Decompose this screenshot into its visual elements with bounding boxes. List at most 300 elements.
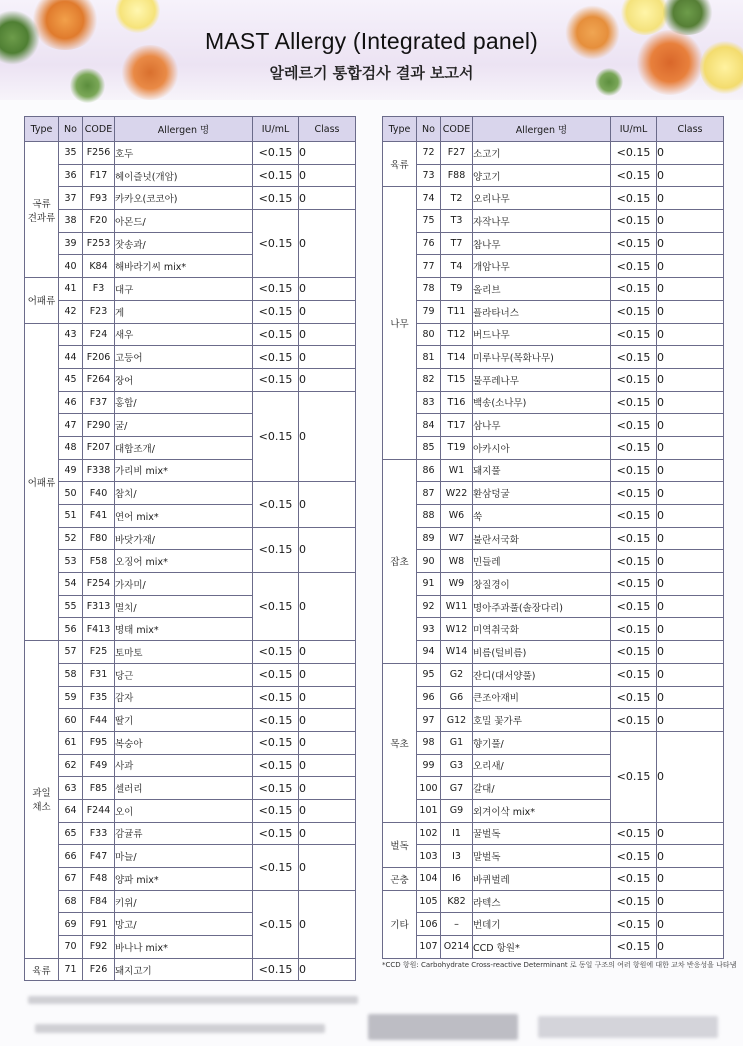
table-row xyxy=(383,164,724,187)
table-row xyxy=(383,709,724,732)
allergen-name-cell: 양파 mix* xyxy=(115,868,253,891)
no-cell: 70 xyxy=(59,936,83,959)
allergen-name-cell: 굴/ xyxy=(115,414,253,437)
iu-value-cell: <0.15 xyxy=(253,482,299,527)
code-cell: W22 xyxy=(441,482,473,505)
table-row xyxy=(383,210,724,233)
class-value-cell: 0 xyxy=(657,550,724,573)
no-cell: 84 xyxy=(417,414,441,437)
iu-value-cell: <0.15 xyxy=(253,323,299,346)
allergen-name-cell: 큰조아재비 xyxy=(473,686,611,709)
type-cell: 벌독 xyxy=(383,822,417,867)
allergen-name-cell: CCD 항원* xyxy=(473,936,611,959)
no-cell: 95 xyxy=(417,663,441,686)
table-row xyxy=(383,913,724,936)
iu-value-cell: <0.15 xyxy=(611,868,657,891)
code-cell: G6 xyxy=(441,686,473,709)
code-cell: F256 xyxy=(83,142,115,165)
table-row xyxy=(383,391,724,414)
type-cell: 육류 xyxy=(383,142,417,187)
code-cell: F27 xyxy=(441,142,473,165)
no-cell: 77 xyxy=(417,255,441,278)
code-cell: F26 xyxy=(83,958,115,981)
allergen-name-cell: 호밀 꽃가루 xyxy=(473,709,611,732)
class-value-cell: 0 xyxy=(657,391,724,414)
class-value-cell: 0 xyxy=(299,822,356,845)
iu-value-cell: <0.15 xyxy=(611,913,657,936)
iu-value-cell: <0.15 xyxy=(253,142,299,165)
code-cell: F313 xyxy=(83,595,115,618)
class-value-cell: 0 xyxy=(657,346,724,369)
code-cell: W9 xyxy=(441,573,473,596)
class-value-cell: 0 xyxy=(657,164,724,187)
table-row xyxy=(383,550,724,573)
table-row xyxy=(383,573,724,596)
column-header-type: Type xyxy=(383,117,417,142)
no-cell: 89 xyxy=(417,527,441,550)
code-cell: G7 xyxy=(441,777,473,800)
no-cell: 88 xyxy=(417,505,441,528)
no-cell: 72 xyxy=(417,142,441,165)
iu-value-cell: <0.15 xyxy=(611,164,657,187)
code-cell: W14 xyxy=(441,641,473,664)
type-cell: 과일 채소 xyxy=(25,641,59,959)
code-cell: F17 xyxy=(83,164,115,187)
code-cell: F85 xyxy=(83,777,115,800)
class-value-cell: 0 xyxy=(657,663,724,686)
iu-value-cell: <0.15 xyxy=(611,822,657,845)
allergen-name-cell: 외겨이삭 mix* xyxy=(473,799,611,822)
column-header-class: Class xyxy=(657,117,724,142)
no-cell: 85 xyxy=(417,436,441,459)
iu-value-cell: <0.15 xyxy=(253,391,299,482)
class-value-cell: 0 xyxy=(657,709,724,732)
iu-value-cell: <0.15 xyxy=(253,777,299,800)
code-cell: K84 xyxy=(83,255,115,278)
no-cell: 40 xyxy=(59,255,83,278)
table-row xyxy=(25,641,356,664)
class-value-cell: 0 xyxy=(657,618,724,641)
no-cell: 42 xyxy=(59,300,83,323)
class-value-cell: 0 xyxy=(299,346,356,369)
allergen-name-cell: 불란서국화 xyxy=(473,527,611,550)
type-cell: 육류 xyxy=(25,958,59,981)
column-header-allergen: Allergen 명 xyxy=(115,117,253,142)
class-value-cell: 0 xyxy=(657,731,724,822)
class-value-cell: 0 xyxy=(299,958,356,981)
code-cell: W7 xyxy=(441,527,473,550)
class-value-cell: 0 xyxy=(657,913,724,936)
no-cell: 50 xyxy=(59,482,83,505)
allergen-name-cell: 카카오(코코아) xyxy=(115,187,253,210)
no-cell: 87 xyxy=(417,482,441,505)
code-cell: T19 xyxy=(441,436,473,459)
type-cell: 목초 xyxy=(383,663,417,822)
code-cell: G9 xyxy=(441,799,473,822)
no-cell: 98 xyxy=(417,731,441,754)
class-value-cell: 0 xyxy=(657,187,724,210)
table-row xyxy=(383,255,724,278)
no-cell: 105 xyxy=(417,890,441,913)
allergen-name-cell: 당근 xyxy=(115,663,253,686)
code-cell: F41 xyxy=(83,505,115,528)
table-row xyxy=(383,686,724,709)
class-value-cell: 0 xyxy=(299,777,356,800)
class-value-cell: 0 xyxy=(657,300,724,323)
no-cell: 48 xyxy=(59,436,83,459)
iu-value-cell: <0.15 xyxy=(611,663,657,686)
class-value-cell: 0 xyxy=(299,754,356,777)
iu-value-cell: <0.15 xyxy=(611,368,657,391)
no-cell: 76 xyxy=(417,232,441,255)
allergen-name-cell: 미루나무(목화나무) xyxy=(473,346,611,369)
class-value-cell: 0 xyxy=(657,936,724,959)
table-row xyxy=(383,663,724,686)
class-value-cell: 0 xyxy=(299,527,356,572)
allergen-name-cell: 오이 xyxy=(115,799,253,822)
no-cell: 91 xyxy=(417,573,441,596)
table-row xyxy=(383,936,724,959)
table-row xyxy=(383,368,724,391)
no-cell: 43 xyxy=(59,323,83,346)
table-row xyxy=(383,505,724,528)
no-cell: 49 xyxy=(59,459,83,482)
class-value-cell: 0 xyxy=(657,845,724,868)
iu-value-cell: <0.15 xyxy=(253,527,299,572)
code-cell: T4 xyxy=(441,255,473,278)
class-value-cell: 0 xyxy=(299,323,356,346)
code-cell: F24 xyxy=(83,323,115,346)
table-row xyxy=(25,799,356,822)
code-cell: F95 xyxy=(83,731,115,754)
class-value-cell: 0 xyxy=(657,822,724,845)
iu-value-cell: <0.15 xyxy=(611,436,657,459)
table-row xyxy=(25,300,356,323)
table-row xyxy=(383,890,724,913)
allergen-name-cell: 셀러리 xyxy=(115,777,253,800)
column-header-iu: IU/mL xyxy=(611,117,657,142)
code-cell: T17 xyxy=(441,414,473,437)
allergen-name-cell: 비름(털비름) xyxy=(473,641,611,664)
code-cell: F37 xyxy=(83,391,115,414)
code-cell: F20 xyxy=(83,210,115,233)
column-header-code: CODE xyxy=(83,117,115,142)
allergen-name-cell: 감자 xyxy=(115,686,253,709)
iu-value-cell: <0.15 xyxy=(611,300,657,323)
no-cell: 37 xyxy=(59,187,83,210)
allergen-name-cell: 환삼덩굴 xyxy=(473,482,611,505)
table-row xyxy=(383,641,724,664)
no-cell: 68 xyxy=(59,890,83,913)
no-cell: 97 xyxy=(417,709,441,732)
code-cell: F23 xyxy=(83,300,115,323)
table-row xyxy=(25,323,356,346)
no-cell: 35 xyxy=(59,142,83,165)
class-value-cell: 0 xyxy=(657,527,724,550)
code-cell: F58 xyxy=(83,550,115,573)
allergen-name-cell: 명아주과풀(솔장다리) xyxy=(473,595,611,618)
allergen-name-cell: 망고/ xyxy=(115,913,253,936)
iu-value-cell: <0.15 xyxy=(611,618,657,641)
code-cell: T2 xyxy=(441,187,473,210)
table-row xyxy=(383,459,724,482)
table-row xyxy=(25,663,356,686)
no-cell: 65 xyxy=(59,822,83,845)
code-cell: I1 xyxy=(441,822,473,845)
code-cell: F88 xyxy=(441,164,473,187)
iu-value-cell: <0.15 xyxy=(253,822,299,845)
allergen-name-cell: 번데기 xyxy=(473,913,611,936)
code-cell: F413 xyxy=(83,618,115,641)
allergen-name-cell: 명태 mix* xyxy=(115,618,253,641)
code-cell: T14 xyxy=(441,346,473,369)
iu-value-cell: <0.15 xyxy=(611,187,657,210)
class-value-cell: 0 xyxy=(299,641,356,664)
class-value-cell: 0 xyxy=(299,663,356,686)
table-row xyxy=(25,278,356,301)
code-cell: F49 xyxy=(83,754,115,777)
allergen-name-cell: 돼지풀 xyxy=(473,459,611,482)
class-value-cell: 0 xyxy=(657,890,724,913)
code-cell: F31 xyxy=(83,663,115,686)
code-cell: W12 xyxy=(441,618,473,641)
class-value-cell: 0 xyxy=(657,641,724,664)
iu-value-cell: <0.15 xyxy=(253,958,299,981)
class-value-cell: 0 xyxy=(657,573,724,596)
redacted-footer-text xyxy=(35,1024,325,1033)
class-value-cell: 0 xyxy=(299,164,356,187)
column-header-type: Type xyxy=(25,117,59,142)
class-value-cell: 0 xyxy=(299,187,356,210)
class-value-cell: 0 xyxy=(299,799,356,822)
table-row xyxy=(25,482,356,505)
no-cell: 66 xyxy=(59,845,83,868)
code-cell: G12 xyxy=(441,709,473,732)
allergen-name-cell: 소고기 xyxy=(473,142,611,165)
table-row xyxy=(383,142,724,165)
column-header-no: No xyxy=(417,117,441,142)
class-value-cell: 0 xyxy=(299,278,356,301)
allergen-name-cell: 잣송과/ xyxy=(115,232,253,255)
class-value-cell: 0 xyxy=(299,391,356,482)
class-value-cell: 0 xyxy=(299,210,356,278)
iu-value-cell: <0.15 xyxy=(611,641,657,664)
no-cell: 101 xyxy=(417,799,441,822)
allergen-name-cell: 감귤류 xyxy=(115,822,253,845)
iu-value-cell: <0.15 xyxy=(611,936,657,959)
type-cell: 잡초 xyxy=(383,459,417,663)
no-cell: 107 xyxy=(417,936,441,959)
code-cell: T9 xyxy=(441,278,473,301)
code-cell: F207 xyxy=(83,436,115,459)
allergen-name-cell: 백송(소나무) xyxy=(473,391,611,414)
no-cell: 44 xyxy=(59,346,83,369)
class-value-cell: 0 xyxy=(657,459,724,482)
table-row xyxy=(383,436,724,459)
allergen-name-cell: 바나나 mix* xyxy=(115,936,253,959)
iu-value-cell: <0.15 xyxy=(253,368,299,391)
table-row xyxy=(383,595,724,618)
table-row xyxy=(383,868,724,891)
no-cell: 55 xyxy=(59,595,83,618)
code-cell: W6 xyxy=(441,505,473,528)
code-cell: G1 xyxy=(441,731,473,754)
code-cell: W11 xyxy=(441,595,473,618)
allergen-name-cell: 연어 mix* xyxy=(115,505,253,528)
type-cell: 어패류 xyxy=(25,278,59,323)
code-cell: T7 xyxy=(441,232,473,255)
class-value-cell: 0 xyxy=(657,232,724,255)
table-row xyxy=(25,754,356,777)
no-cell: 69 xyxy=(59,913,83,936)
code-cell: F338 xyxy=(83,459,115,482)
iu-value-cell: <0.15 xyxy=(253,709,299,732)
allergen-name-cell: 잔디(대서양풀) xyxy=(473,663,611,686)
table-header-row xyxy=(383,117,724,142)
code-cell: F84 xyxy=(83,890,115,913)
allergen-name-cell: 창질경이 xyxy=(473,573,611,596)
table-row xyxy=(383,278,724,301)
code-cell: G2 xyxy=(441,663,473,686)
no-cell: 56 xyxy=(59,618,83,641)
iu-value-cell: <0.15 xyxy=(611,210,657,233)
iu-value-cell: <0.15 xyxy=(253,731,299,754)
allergen-name-cell: 꿀벌독 xyxy=(473,822,611,845)
iu-value-cell: <0.15 xyxy=(253,845,299,890)
no-cell: 51 xyxy=(59,505,83,528)
allergen-name-cell: 미역취국화 xyxy=(473,618,611,641)
no-cell: 45 xyxy=(59,368,83,391)
type-cell: 곤충 xyxy=(383,868,417,891)
no-cell: 36 xyxy=(59,164,83,187)
column-header-allergen: Allergen 명 xyxy=(473,117,611,142)
no-cell: 104 xyxy=(417,868,441,891)
table-row xyxy=(383,731,724,754)
code-cell: – xyxy=(441,913,473,936)
column-header-iu: IU/mL xyxy=(253,117,299,142)
code-cell: F40 xyxy=(83,482,115,505)
iu-value-cell: <0.15 xyxy=(611,890,657,913)
no-cell: 54 xyxy=(59,573,83,596)
table-row xyxy=(383,414,724,437)
no-cell: 106 xyxy=(417,913,441,936)
column-header-class: Class xyxy=(299,117,356,142)
iu-value-cell: <0.15 xyxy=(611,709,657,732)
allergen-name-cell: 오징어 mix* xyxy=(115,550,253,573)
footnote: *CCD 항원: Carbohydrate Cross-reactive Determinant 로 동일 구조의 여러 항원에 대한 교차 반응성을 나타냄 xyxy=(382,961,737,969)
allergen-name-cell: 물푸레나무 xyxy=(473,368,611,391)
class-value-cell: 0 xyxy=(657,686,724,709)
code-cell: F264 xyxy=(83,368,115,391)
iu-value-cell: <0.15 xyxy=(253,300,299,323)
no-cell: 82 xyxy=(417,368,441,391)
allergen-name-cell: 플라타너스 xyxy=(473,300,611,323)
allergen-name-cell: 딸기 xyxy=(115,709,253,732)
table-row xyxy=(25,709,356,732)
code-cell: F80 xyxy=(83,527,115,550)
no-cell: 47 xyxy=(59,414,83,437)
class-value-cell: 0 xyxy=(299,686,356,709)
code-cell: O214 xyxy=(441,936,473,959)
iu-value-cell: <0.15 xyxy=(611,323,657,346)
iu-value-cell: <0.15 xyxy=(611,391,657,414)
table-row xyxy=(25,822,356,845)
no-cell: 90 xyxy=(417,550,441,573)
class-value-cell: 0 xyxy=(299,890,356,958)
iu-value-cell: <0.15 xyxy=(253,799,299,822)
class-value-cell: 0 xyxy=(299,845,356,890)
iu-value-cell: <0.15 xyxy=(253,164,299,187)
table-row xyxy=(25,890,356,913)
no-cell: 53 xyxy=(59,550,83,573)
no-cell: 102 xyxy=(417,822,441,845)
table-row xyxy=(25,346,356,369)
code-cell: F244 xyxy=(83,799,115,822)
class-value-cell: 0 xyxy=(299,482,356,527)
allergen-name-cell: 멸치/ xyxy=(115,595,253,618)
class-value-cell: 0 xyxy=(299,731,356,754)
table-row xyxy=(383,300,724,323)
table-row xyxy=(25,164,356,187)
no-cell: 81 xyxy=(417,346,441,369)
allergen-name-cell: 향기풀/ xyxy=(473,731,611,754)
code-cell: F25 xyxy=(83,641,115,664)
table-row xyxy=(25,958,356,981)
class-value-cell: 0 xyxy=(657,278,724,301)
code-cell: F206 xyxy=(83,346,115,369)
no-cell: 86 xyxy=(417,459,441,482)
no-cell: 103 xyxy=(417,845,441,868)
allergen-name-cell: 헤이즐넛(개암) xyxy=(115,164,253,187)
code-cell: T16 xyxy=(441,391,473,414)
iu-value-cell: <0.15 xyxy=(611,731,657,822)
table-row xyxy=(25,187,356,210)
no-cell: 93 xyxy=(417,618,441,641)
allergen-name-cell: 아카시아 xyxy=(473,436,611,459)
table-row xyxy=(25,845,356,868)
iu-value-cell: <0.15 xyxy=(611,505,657,528)
iu-value-cell: <0.15 xyxy=(611,686,657,709)
allergen-table-left xyxy=(24,116,356,981)
no-cell: 59 xyxy=(59,686,83,709)
type-cell: 곡류 견과류 xyxy=(25,142,59,278)
class-value-cell: 0 xyxy=(657,142,724,165)
table-row xyxy=(383,618,724,641)
allergen-name-cell: 장어 xyxy=(115,368,253,391)
iu-value-cell: <0.15 xyxy=(253,663,299,686)
report-subtitle: 알레르기 통합검사 결과 보고서 xyxy=(269,64,474,82)
allergen-name-cell: 양고기 xyxy=(473,164,611,187)
class-value-cell: 0 xyxy=(299,300,356,323)
class-value-cell: 0 xyxy=(299,368,356,391)
iu-value-cell: <0.15 xyxy=(253,278,299,301)
allergen-name-cell: 바퀴벌레 xyxy=(473,868,611,891)
table-row xyxy=(383,232,724,255)
allergen-name-cell: 개암나무 xyxy=(473,255,611,278)
table-row xyxy=(383,482,724,505)
allergen-name-cell: 갈대/ xyxy=(473,777,611,800)
code-cell: T15 xyxy=(441,368,473,391)
class-value-cell: 0 xyxy=(657,210,724,233)
table-header-row xyxy=(25,117,356,142)
table-row xyxy=(383,346,724,369)
code-cell: F93 xyxy=(83,187,115,210)
redacted-logo xyxy=(368,1014,518,1040)
no-cell: 64 xyxy=(59,799,83,822)
iu-value-cell: <0.15 xyxy=(611,595,657,618)
no-cell: 67 xyxy=(59,868,83,891)
code-cell: K82 xyxy=(441,890,473,913)
